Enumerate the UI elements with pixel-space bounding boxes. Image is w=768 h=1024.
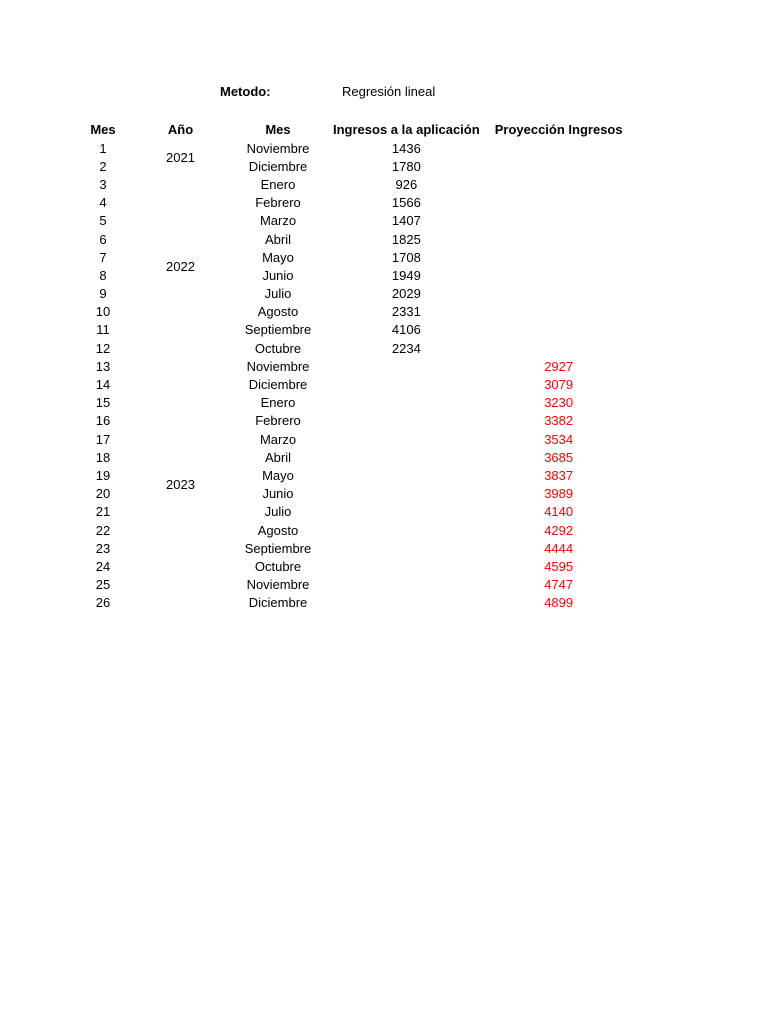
income-cell: [333, 375, 480, 393]
month-number-cell: 17: [95, 431, 111, 447]
month-number-cell: 13: [95, 358, 111, 374]
month-name-cell: Mayo: [262, 249, 294, 265]
month-number-cell: 5: [99, 213, 107, 229]
income-cell: [333, 503, 480, 521]
income-cell: [333, 448, 480, 466]
projection-cell: [480, 212, 638, 230]
month-name-cell: Enero: [260, 176, 296, 192]
projection-cell: [480, 194, 638, 212]
month-number-cell: 3: [99, 176, 107, 192]
income-cell: 1949: [391, 267, 421, 283]
projection-cell: 3685: [544, 449, 574, 465]
month-number-cell: 22: [95, 522, 111, 538]
month-name-cell: Marzo: [259, 431, 297, 447]
projection-cell: 3230: [544, 395, 574, 411]
projection-cell: 2927: [544, 358, 574, 374]
projection-cell: [480, 266, 638, 284]
month-number-cell: 16: [95, 413, 111, 429]
month-name-cell: Septiembre: [244, 322, 312, 338]
income-cell: 1708: [391, 249, 421, 265]
month-number-cell: 6: [99, 231, 107, 247]
projection-cell: [480, 248, 638, 266]
column-header-month-number: Mes: [90, 121, 116, 137]
income-cell: [333, 594, 480, 612]
projection-cell: 4747: [544, 577, 574, 593]
method-value: Regresión lineal: [342, 84, 436, 99]
income-cell: [333, 430, 480, 448]
month-name-cell: Mayo: [262, 467, 294, 483]
header-row: [68, 119, 638, 139]
projection-cell: [480, 175, 638, 193]
projection-cell: 3382: [544, 413, 574, 429]
month-name-cell: Junio: [262, 486, 294, 502]
month-name-cell: Marzo: [259, 213, 297, 229]
column-header-projection: Proyección Ingresos: [494, 121, 623, 137]
income-cell: 2234: [391, 340, 421, 356]
projection-cell: [480, 139, 638, 157]
month-name-cell: Febrero: [255, 195, 301, 211]
income-cell: [333, 357, 480, 375]
month-number-cell: 24: [95, 558, 111, 574]
income-cell: [333, 485, 480, 503]
month-number-cell: 7: [99, 249, 107, 265]
income-cell: 2331: [391, 304, 421, 320]
year-cell: 2023: [166, 477, 195, 493]
income-cell: 1436: [391, 140, 421, 156]
income-cell: [333, 539, 480, 557]
projection-cell: [480, 339, 638, 357]
month-name-cell: Octubre: [254, 558, 302, 574]
income-cell: [333, 466, 480, 484]
projection-cell: 4292: [544, 522, 574, 538]
month-name-cell: Noviembre: [246, 140, 310, 156]
income-cell: [333, 412, 480, 430]
month-name-cell: Enero: [260, 395, 296, 411]
month-number-cell: 11: [96, 322, 110, 338]
column-header-month-name: Mes: [265, 121, 291, 137]
month-number-cell: 4: [99, 195, 107, 211]
month-name-cell: Febrero: [255, 413, 301, 429]
income-cell: [333, 521, 480, 539]
table-body: [68, 139, 638, 612]
month-number-cell: 1: [99, 140, 107, 156]
month-number-cell: 23: [95, 540, 111, 556]
month-name-cell: Noviembre: [246, 577, 310, 593]
income-cell: 1825: [391, 231, 421, 247]
income-cell: [333, 576, 480, 594]
month-number-cell: 10: [95, 304, 111, 320]
income-cell: [333, 557, 480, 575]
projection-cell: [480, 157, 638, 175]
projection-cell: 3534: [544, 431, 574, 447]
income-cell: 926: [395, 176, 418, 192]
month-name-cell: Octubre: [254, 340, 302, 356]
month-name-cell: Abril: [264, 449, 291, 465]
month-number-cell: 19: [95, 467, 111, 483]
column-header-year: Año: [167, 121, 194, 137]
table-row: [68, 175, 638, 193]
month-name-cell: Diciembre: [248, 595, 308, 611]
month-number-cell: 14: [95, 377, 111, 393]
year-cell: 2021: [166, 149, 195, 165]
month-number-cell: 9: [99, 286, 107, 302]
income-cell: 4106: [391, 322, 421, 338]
month-name-cell: Junio: [262, 267, 294, 283]
income-projection-table: [68, 119, 638, 612]
month-number-cell: 2: [99, 158, 107, 174]
projection-cell: 3989: [544, 486, 574, 502]
month-number-cell: 26: [95, 595, 111, 611]
month-number-cell: 18: [95, 449, 111, 465]
income-cell: 1407: [391, 213, 421, 229]
projection-cell: 4444: [544, 540, 574, 556]
projection-cell: [480, 303, 638, 321]
column-header-income: Ingresos a la aplicación: [333, 121, 480, 137]
month-name-cell: Noviembre: [246, 358, 310, 374]
month-number-cell: 8: [99, 267, 107, 283]
month-number-cell: 25: [95, 577, 111, 593]
month-number-cell: 21: [95, 504, 111, 520]
projection-cell: 3837: [544, 467, 574, 483]
month-name-cell: Septiembre: [244, 540, 312, 556]
month-name-cell: Julio: [264, 286, 292, 302]
projection-cell: [480, 285, 638, 303]
table-row: [68, 357, 638, 375]
income-cell: 1780: [391, 158, 421, 174]
projection-cell: 4595: [544, 558, 574, 574]
month-name-cell: Agosto: [257, 522, 299, 538]
month-name-cell: Agosto: [257, 304, 299, 320]
year-cell: 2022: [166, 258, 195, 274]
projection-cell: [480, 321, 638, 339]
month-name-cell: Abril: [264, 231, 291, 247]
month-number-cell: 15: [95, 395, 111, 411]
table-row: [68, 139, 638, 157]
month-name-cell: Julio: [264, 504, 292, 520]
month-name-cell: Diciembre: [248, 377, 308, 393]
income-cell: [333, 394, 480, 412]
month-name-cell: Diciembre: [248, 158, 308, 174]
month-number-cell: 20: [95, 486, 111, 502]
month-number-cell: 12: [95, 340, 111, 356]
method-label: Metodo:: [220, 84, 271, 99]
income-cell: 1566: [391, 195, 421, 211]
projection-cell: 4140: [544, 504, 574, 520]
projection-cell: 3079: [544, 377, 574, 393]
projection-cell: [480, 230, 638, 248]
projection-cell: 4899: [544, 595, 574, 611]
income-cell: 2029: [391, 286, 421, 302]
